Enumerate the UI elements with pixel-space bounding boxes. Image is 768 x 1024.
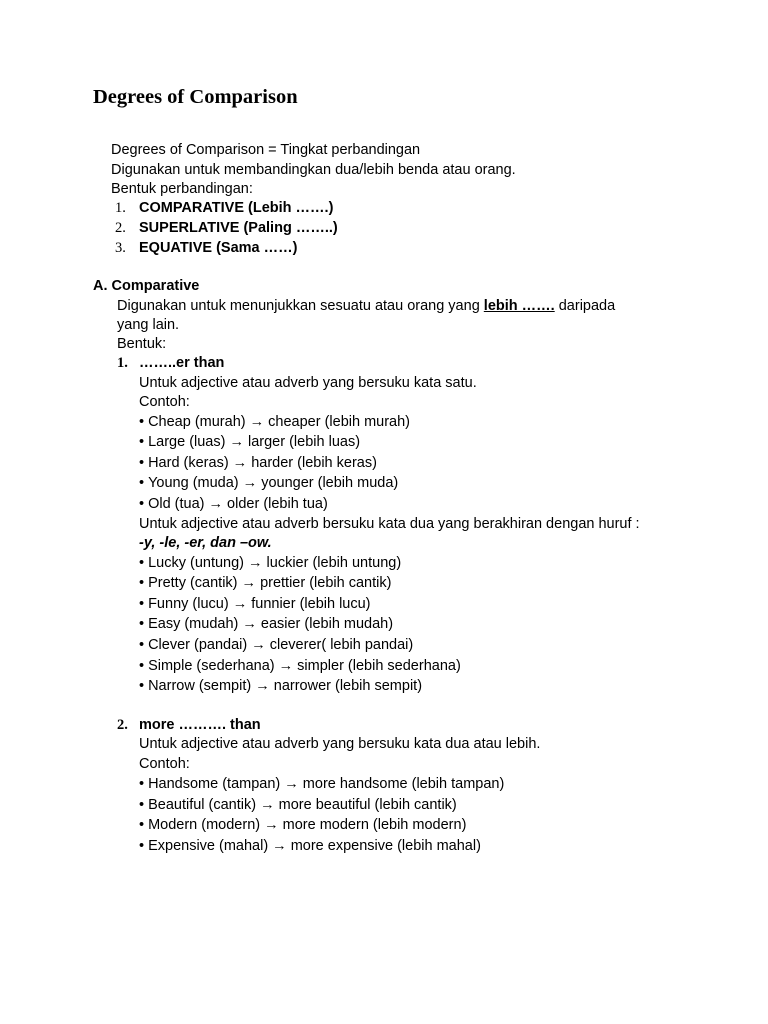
example-item: • Clever (pandai) → cleverer( lebih pandai) [139,637,414,653]
bullet-icon: • [139,658,145,674]
section-a-heading: A. Comparative [93,278,200,294]
example-item: • Funny (lucu) → funnier (lebih lucu) [139,596,371,612]
bullet-icon: • [139,776,145,792]
form-number: 1. [117,355,128,371]
bullet-icon: • [139,414,145,430]
bullet-icon: • [139,838,145,854]
bullet-icon: • [139,575,145,591]
example-item: • Easy (mudah) → easier (lebih mudah) [139,616,394,632]
example-item: • Old (tua) → older (lebih tua) [139,496,328,512]
form-1-contoh-label: Contoh: [139,394,190,410]
bullet-icon: • [139,496,145,512]
intro-forms-label: Bentuk perbandingan: [111,181,253,197]
bullet-icon: • [139,596,145,612]
form-1-rule: Untuk adjective atau adverb yang bersuku kata satu. [139,375,477,391]
intro-list-number: 2. [115,220,126,236]
form-1-rule-2: Untuk adjective atau adverb bersuku kata dua yang berakhiran dengan huruf : [139,516,640,532]
form-2-title: more ………. than [139,717,261,733]
section-a-description-cont: yang lain. [117,317,180,333]
bullet-icon: • [139,475,145,491]
form-2-contoh-label: Contoh: [139,756,190,772]
intro-list-item-comparative: COMPARATIVE (Lebih …….) [139,200,334,216]
intro-list-number: 3. [115,240,126,256]
intro-list-item-superlative: SUPERLATIVE (Paling ……..) [139,220,338,236]
form-1-endings: -y, -le, -er, dan –ow. [139,535,272,551]
bullet-icon: • [139,637,145,653]
intro-list-number: 1. [115,200,126,216]
example-item: • Pretty (cantik) → prettier (lebih cantik) [139,575,392,591]
intro-definition: Degrees of Comparison = Tingkat perbandingan [111,142,421,158]
form-1-title: ……..er than [139,355,225,371]
example-item: • Beautiful (cantik) → more beautiful (lebih cantik) [139,797,457,813]
bullet-icon: • [139,555,145,571]
example-item: • Handsome (tampan) → more handsome (lebih tampan) [139,776,505,792]
bullet-icon: • [139,817,145,833]
bullet-icon: • [139,616,145,632]
page-title: Degrees of Comparison [93,86,298,108]
intro-usage: Digunakan untuk membandingkan dua/lebih benda atau orang. [111,162,516,178]
form-2-rule: Untuk adjective atau adverb yang bersuku kata dua atau lebih. [139,736,541,752]
example-item: • Simple (sederhana) → simpler (lebih sederhana) [139,658,461,674]
example-item: • Narrow (sempit) → narrower (lebih sempit) [139,678,423,694]
bullet-icon: • [139,797,145,813]
bullet-icon: • [139,455,145,471]
example-item: • Expensive (mahal) → more expensive (lebih mahal) [139,838,481,854]
emphasis-lebih: lebih ……. [483,298,555,314]
example-item: • Hard (keras) → harder (lebih keras) [139,455,377,471]
example-item: • Lucky (untung) → luckier (lebih untung) [139,555,402,571]
section-a-bentuk-label: Bentuk: [117,336,167,352]
example-item: • Young (muda) → younger (lebih muda) [139,475,399,491]
example-item: • Large (luas) → larger (lebih luas) [139,434,361,450]
intro-list-item-equative: EQUATIVE (Sama ……) [139,240,298,256]
example-item: • Cheap (murah) → cheaper (lebih murah) [139,414,410,430]
example-item: • Modern (modern) → more modern (lebih modern) [139,817,467,833]
bullet-icon: • [139,678,145,694]
section-a-description: Digunakan untuk menunjukkan sesuatu atau orang yang lebih ……. daripada [117,298,616,314]
bullet-icon: • [139,434,145,450]
form-number: 2. [117,717,128,733]
